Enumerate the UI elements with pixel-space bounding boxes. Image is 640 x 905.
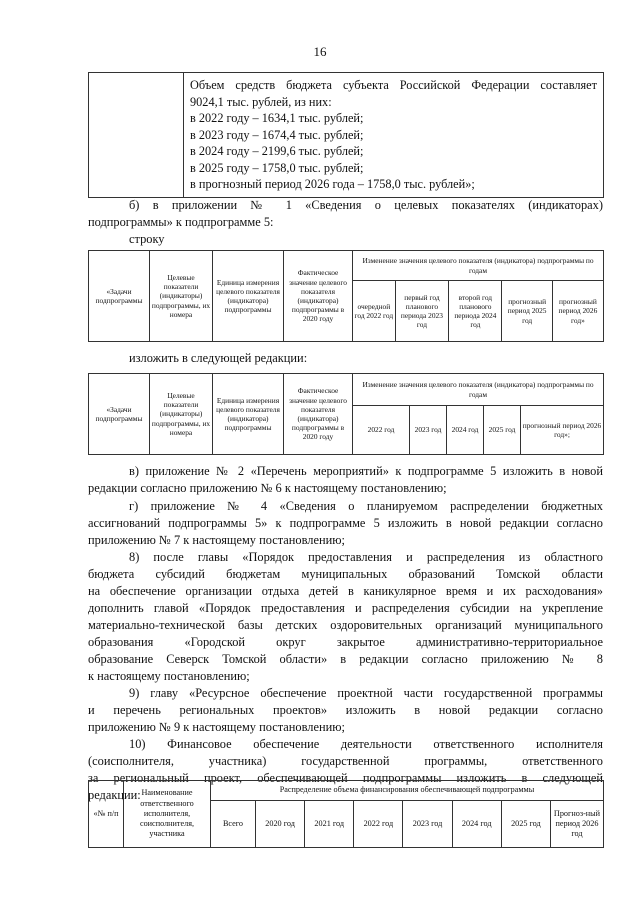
header-group: Изменение значения целевого показателя (индикатора) подпрограммы по годам <box>353 251 604 281</box>
budget-line: в 2024 году – 2199,6 тыс. рублей; <box>190 144 364 158</box>
header-tasks: «Задачи подпрограммы <box>89 374 150 455</box>
header-unit: Единица измерения целевого показателя (индикатора) подпрограммы <box>213 251 284 342</box>
budget-line: в прогнозный период 2026 года – 1758,0 тыс. рублей»; <box>190 177 475 191</box>
page-number: 16 <box>313 44 327 59</box>
body-line: (соисполнителя, участника) государственной программы, ответственного <box>88 754 603 768</box>
para-b-line: подпрограммы» к подпрограмме 5: <box>88 215 274 229</box>
body-line: на обеспечение организации отдыха детей в каникулярное время и их расходования» <box>88 584 603 598</box>
financing-table <box>88 780 604 848</box>
header-year: 2024 год <box>452 801 501 848</box>
header-year: 2025 год <box>501 801 550 848</box>
budget-line: Объем средств бюджета субъекта Российской Федерации составляет <box>190 78 597 92</box>
header-year: 2020 год <box>256 801 305 848</box>
header-year: второй год планового периода 2024 год <box>449 281 502 342</box>
header-actual-2020: Фактическое значение целевого показателя (индикатора) подпрограммы в 2020 году <box>284 251 353 342</box>
header-number: «№ п/п <box>89 781 124 848</box>
header-year: 2023 год <box>403 801 452 848</box>
body-line: редакции: <box>88 788 141 802</box>
budget-line: 9024,1 тыс. рублей, из них: <box>190 94 332 109</box>
header-tasks: «Задачи подпрограммы <box>89 251 150 342</box>
header-year: 2021 год <box>305 801 354 848</box>
header-year: очередной год 2022 год <box>353 281 396 342</box>
header-forecast: Прогноз-ный период 2026 год <box>551 801 604 848</box>
body-line: г) приложение № 4 «Сведения о планируемом распределении бюджетных <box>129 499 603 513</box>
budget-line: в 2025 году – 1758,0 тыс. рублей; <box>190 160 364 175</box>
header-year: прогнозный период 2026 год»; <box>521 406 604 455</box>
body-line: приложению № 7 к настоящему постановлению; <box>88 533 345 547</box>
header-indicators: Целевые показатели (индикаторы) подпрограммы, их номера <box>150 374 213 455</box>
body-line: дополнить главой «Порядок предоставления и распределения субсидии на укрепление <box>88 601 603 615</box>
header-year: 2022 год <box>353 406 410 455</box>
budget-table <box>88 72 604 198</box>
budget-line: в 2022 году – 1634,1 тыс. рублей; <box>190 111 364 125</box>
body-line: к настоящему постановлению; <box>88 669 250 683</box>
header-indicators: Целевые показатели (индикаторы) подпрограммы, их номера <box>150 251 213 342</box>
body-line: и перечень региональных проектов» изложить в новой редакции согласно <box>88 703 603 717</box>
body-line: за региональный проект, обеспечивающей подпрограммы изложить в следующей <box>88 771 603 785</box>
body-line: редакции согласно приложению № 6 к настоящему постановлению; <box>88 481 447 495</box>
body-line: 10) Финансовое обеспечение деятельности ответственного исполнителя <box>129 737 603 751</box>
budget-empty-cell <box>89 73 184 198</box>
para-b-line: строку <box>129 232 165 246</box>
header-year: 2025 год <box>484 406 521 455</box>
body-line: в) приложение № 2 «Перечень мероприятий» к подпрограмме 5 изложить в новой <box>129 464 603 478</box>
header-name: Наименование ответственного исполнителя, соисполнителя, участника <box>124 781 211 848</box>
restate-line: изложить в следующей редакции: <box>129 351 308 365</box>
body-line: бюджета субсидий бюджетам муниципальных образований Томской области <box>88 567 603 581</box>
header-year: прогнозный период 2026 год» <box>552 281 603 342</box>
para-b-line: б) в приложении № 1 «Сведения о целевых показателях (индикаторах) <box>129 198 603 212</box>
header-group: Изменение значения целевого показателя (индикатора) подпрограммы по годам <box>353 374 604 406</box>
budget-line: в 2023 году – 1674,4 тыс. рублей; <box>190 127 364 142</box>
body-line: материально-технической базы детских оздоровительных организаций муниципального <box>88 618 603 632</box>
indicators-table-new <box>88 373 604 455</box>
body-line: ассигнований подпрограммы 5» к подпрограмме 5 изложить в новой редакции согласно <box>88 516 603 530</box>
header-group: Распределение объема финансирования обеспечивающей подпрограммы <box>211 781 604 801</box>
header-unit: Единица измерения целевого показателя (индикатора) подпрограммы <box>213 374 284 455</box>
body-line: приложению № 9 к настоящему постановлению; <box>88 720 345 734</box>
budget-text-cell <box>184 73 604 198</box>
header-year: первый год планового периода 2023 год <box>395 281 449 342</box>
body-line: 8) после главы «Порядок предоставления и распределения из областного <box>129 550 603 564</box>
header-actual-2020: Фактическое значение целевого показателя (индикатора) подпрограммы в 2020 году <box>284 374 353 455</box>
header-year: 2022 год <box>354 801 403 848</box>
body-line: 9) главу «Ресурсное обеспечение проектной части государственной программы <box>129 686 603 700</box>
header-year: прогнозный период 2025 год <box>502 281 552 342</box>
body-line: образование Северск Томской области» в редакции согласно приложению № 8 <box>88 652 603 666</box>
body-line: образования «Городской округ закрытое административно-территориальное <box>88 635 603 649</box>
header-total: Всего <box>211 801 256 848</box>
indicators-table-old <box>88 250 604 342</box>
header-year: 2024 год <box>447 406 484 455</box>
header-year: 2023 год <box>410 406 447 455</box>
